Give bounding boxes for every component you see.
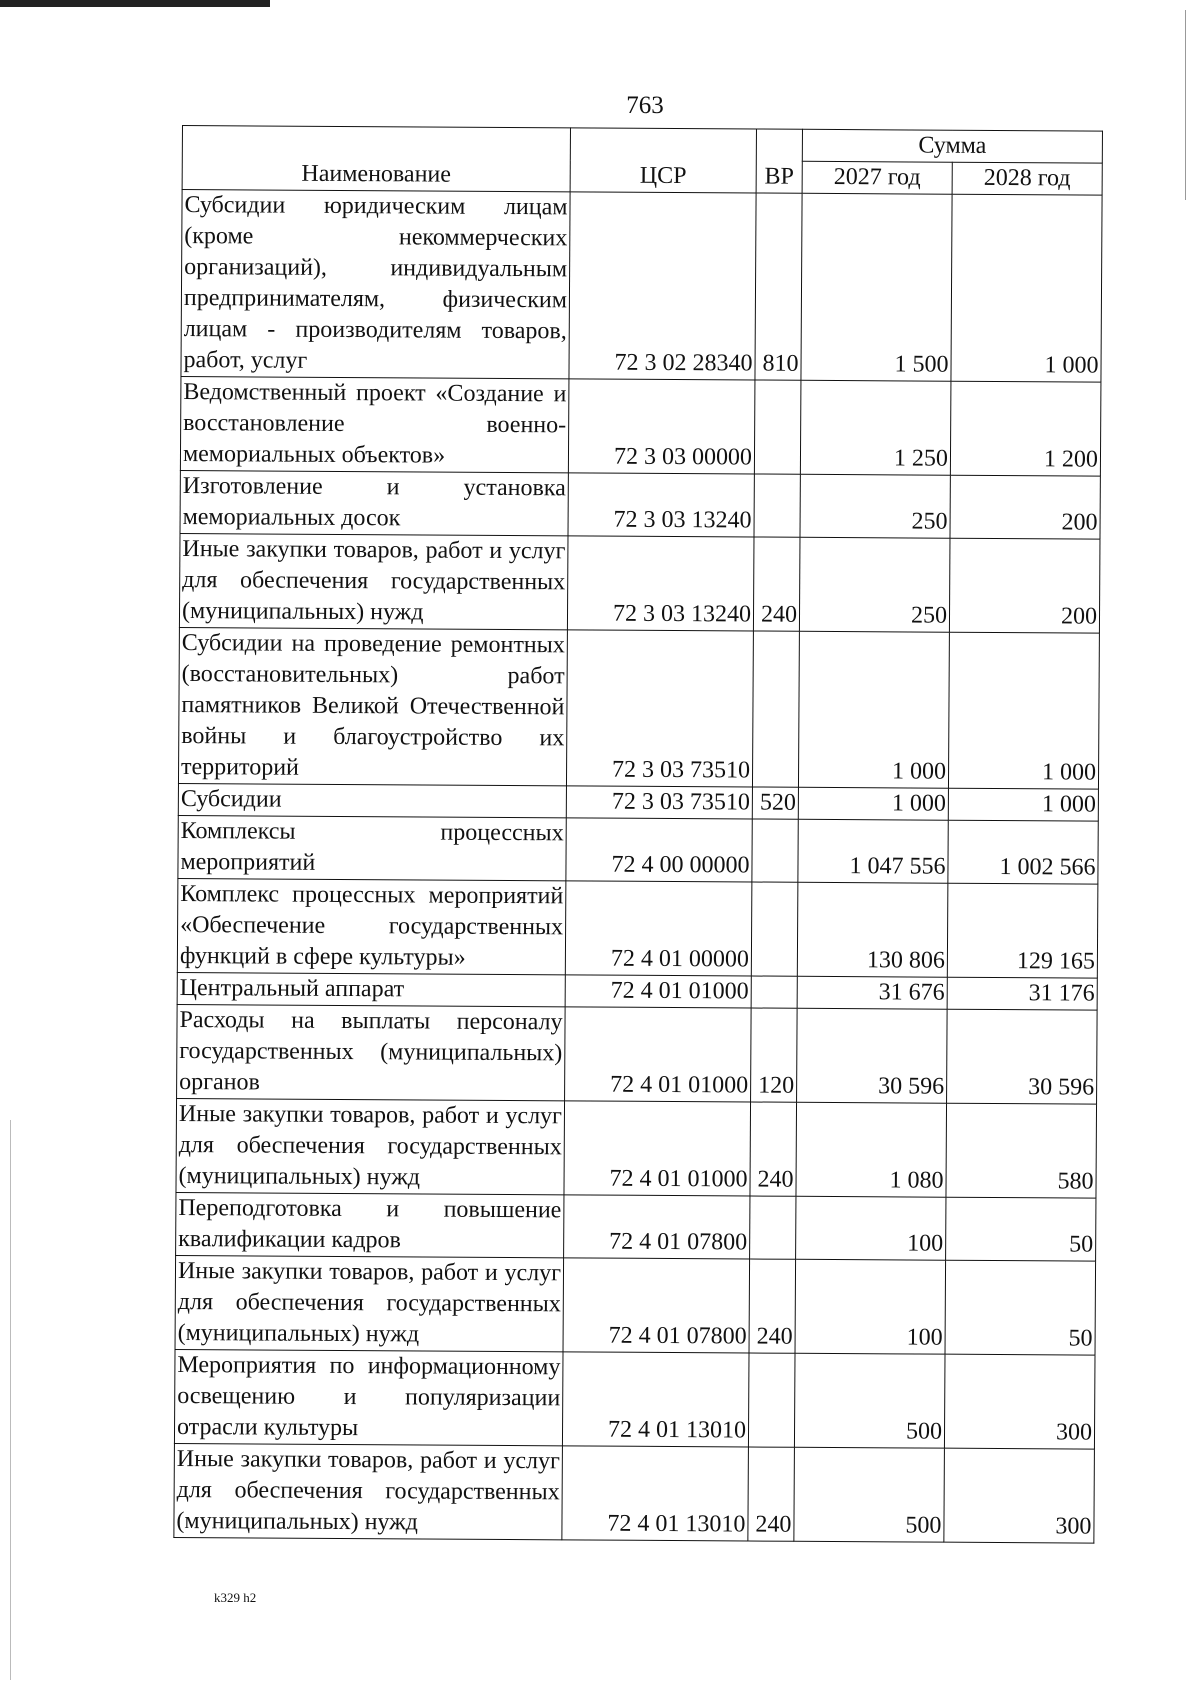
row-name: Иные закупки товаров, работ и услуг для обеспечения государственных (муниципальных) нужд	[175, 1255, 564, 1351]
row-vr	[754, 380, 801, 474]
row-csr: 72 4 01 13010	[562, 1352, 749, 1447]
header-year-2027: 2027 год	[802, 161, 952, 194]
row-name: Иные закупки товаров, работ и услуг для обеспечения государственных (муниципальных) нужд	[176, 1098, 565, 1194]
page-number: 763	[626, 92, 664, 119]
row-name: Субсидии	[178, 783, 566, 817]
row-vr	[752, 631, 799, 787]
table-row	[174, 1443, 1095, 1543]
scan-edge-line	[10, 1120, 11, 1680]
row-csr: 72 4 01 13010	[562, 1446, 749, 1541]
row-csr: 72 4 01 01000	[565, 1007, 752, 1102]
table-row	[177, 878, 1098, 978]
row-sum-2028: 129 165	[947, 883, 1098, 978]
budget-table	[173, 125, 1103, 1544]
row-csr: 72 4 01 07800	[564, 1195, 750, 1259]
table-row	[177, 972, 1097, 1010]
row-vr	[751, 882, 798, 976]
table-row	[174, 1349, 1095, 1449]
row-sum-2028: 580	[946, 1103, 1097, 1198]
row-sum-2028: 200	[949, 538, 1100, 633]
row-csr: 72 4 00 00000	[566, 818, 752, 882]
row-name: Мероприятия по информационному освещению и популяризации отрасли культуры	[174, 1349, 563, 1445]
table-row	[176, 1192, 1096, 1261]
row-name: Центральный аппарат	[177, 972, 565, 1006]
row-sum-2028: 1 002 566	[948, 820, 1098, 884]
row-sum-2027: 250	[799, 537, 950, 632]
row-sum-2028: 1 000	[951, 194, 1102, 382]
row-sum-2027: 1 500	[801, 193, 952, 381]
footer-code: k329 h2	[214, 1590, 257, 1605]
table-row	[181, 190, 1102, 383]
row-vr	[751, 976, 797, 1008]
row-vr: 520	[752, 787, 798, 819]
row-sum-2028: 300	[944, 1354, 1095, 1449]
row-name: Субсидии на проведение ремонтных (восстановительных) работ памятников Великой Отечественной войны и благоустройство их территорий	[178, 627, 567, 785]
row-sum-2028: 1 200	[950, 381, 1101, 476]
row-name: Переподготовка и повышение квалификации кадров	[176, 1192, 564, 1257]
row-name: Ведомственный проект «Создание и восстановление военно-мемориальных объектов»	[180, 376, 569, 472]
row-sum-2027: 1 047 556	[798, 819, 948, 883]
row-sum-2028: 300	[944, 1448, 1095, 1543]
row-csr: 72 3 03 73510	[566, 630, 753, 787]
table-row	[179, 533, 1100, 633]
row-sum-2028: 50	[946, 1197, 1096, 1261]
row-name: Изготовление и установка мемориальных досок	[180, 470, 568, 535]
row-csr: 72 3 03 73510	[566, 786, 752, 819]
row-name: Субсидии юридическим лицам (кроме некоммерческих организаций), индивидуальным предпринимателям, физическим лицам - производителям товаров, работ, услуг	[181, 190, 570, 379]
row-vr	[748, 1353, 795, 1447]
table-row	[180, 376, 1101, 476]
row-vr: 240	[748, 1447, 795, 1541]
row-name: Иные закупки товаров, работ и услуг для обеспечения государственных (муниципальных) нужд	[174, 1443, 563, 1539]
row-vr: 240	[749, 1259, 796, 1353]
row-sum-2027: 130 806	[797, 882, 948, 977]
row-vr	[750, 1196, 796, 1259]
table-row	[178, 627, 1099, 789]
row-csr: 72 4 01 01000	[564, 1101, 751, 1196]
row-name: Расходы на выплаты персоналу государственных (муниципальных) органов	[177, 1004, 566, 1100]
row-csr: 72 4 01 01000	[565, 975, 751, 1008]
header-sum: Сумма	[802, 129, 1102, 163]
row-name: Комплексы процессных мероприятий	[178, 815, 566, 880]
row-name: Иные закупки товаров, работ и услуг для обеспечения государственных (муниципальных) нужд	[179, 533, 568, 629]
table-row	[180, 470, 1100, 539]
row-sum-2027: 100	[795, 1259, 946, 1354]
row-csr: 72 4 01 00000	[565, 881, 752, 976]
row-vr	[754, 474, 800, 537]
row-vr: 120	[751, 1008, 798, 1102]
header-year-2028: 2028 год	[952, 162, 1102, 195]
row-sum-2027: 1 000	[798, 787, 948, 820]
header-name: Наименование	[182, 126, 570, 192]
row-sum-2027: 1 080	[796, 1102, 947, 1197]
table-header	[182, 126, 1102, 196]
row-vr: 810	[755, 193, 802, 380]
row-sum-2028: 200	[950, 475, 1100, 539]
table-row	[177, 1004, 1098, 1104]
row-sum-2027: 31 676	[797, 976, 947, 1009]
table-row	[175, 1255, 1096, 1355]
row-sum-2028: 50	[945, 1260, 1096, 1355]
row-csr: 72 3 03 13240	[568, 473, 754, 537]
table-body	[174, 190, 1102, 1544]
row-sum-2028: 30 596	[947, 1009, 1098, 1104]
row-sum-2028: 1 000	[948, 788, 1098, 821]
row-csr: 72 3 02 28340	[569, 192, 756, 380]
row-csr: 72 4 01 07800	[563, 1258, 750, 1353]
row-vr	[752, 819, 798, 882]
table-row	[178, 815, 1098, 884]
row-sum-2028: 31 176	[947, 977, 1097, 1010]
table-row	[176, 1098, 1097, 1198]
row-sum-2027: 1 250	[800, 380, 951, 475]
row-vr: 240	[753, 537, 800, 631]
row-sum-2027: 30 596	[797, 1008, 948, 1103]
row-sum-2027: 500	[794, 1353, 945, 1448]
header-vr: ВР	[756, 129, 802, 193]
row-sum-2028: 1 000	[948, 632, 1099, 789]
row-name: Комплекс процессных мероприятий «Обеспечение государственных функций в сфере культуры»	[177, 878, 566, 974]
header-csr: ЦСР	[570, 128, 756, 193]
row-csr: 72 3 03 13240	[567, 536, 754, 631]
row-sum-2027: 1 000	[798, 631, 949, 788]
row-sum-2027: 500	[794, 1447, 945, 1542]
scan-edge-mark	[0, 0, 270, 7]
row-sum-2027: 250	[800, 474, 950, 538]
row-sum-2027: 100	[796, 1196, 946, 1260]
row-csr: 72 3 03 00000	[568, 379, 755, 474]
row-vr: 240	[750, 1102, 797, 1196]
